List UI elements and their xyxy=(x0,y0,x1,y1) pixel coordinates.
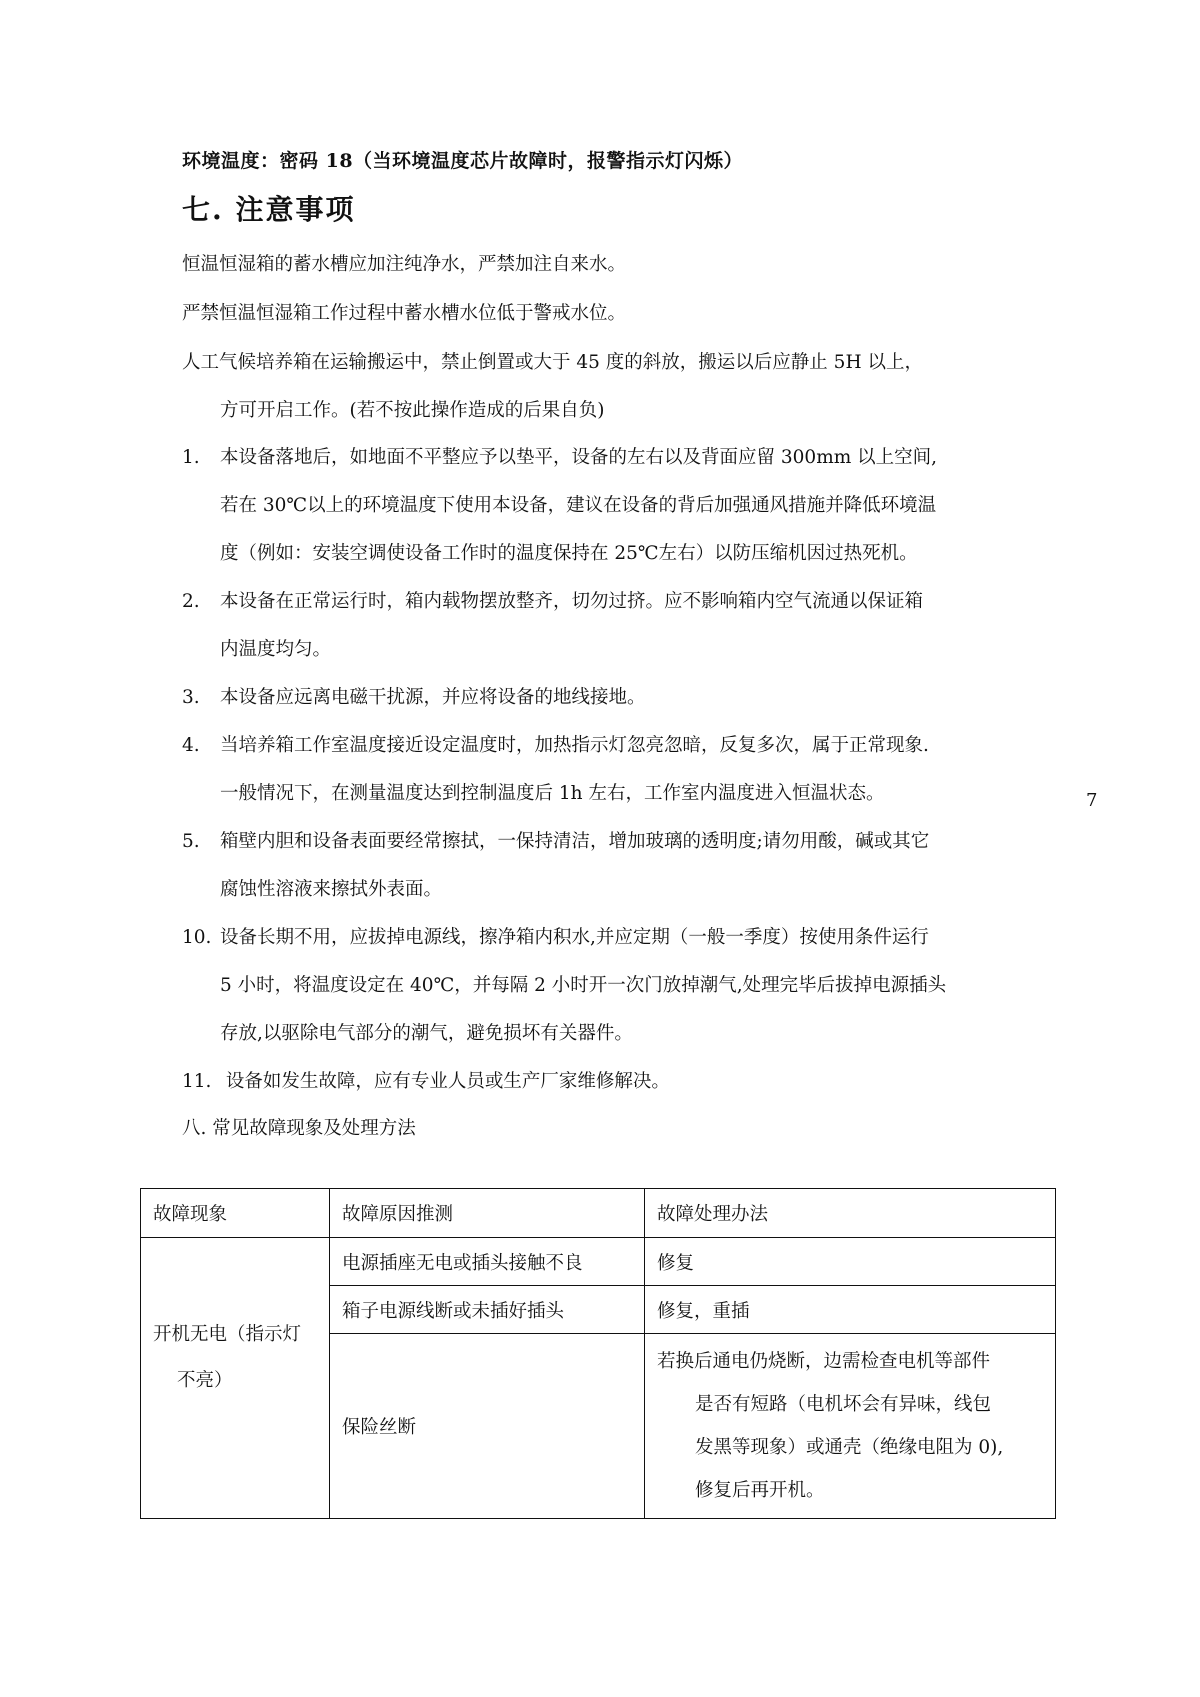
symptom-line: 开机无电（指示灯 xyxy=(153,1324,302,1345)
item-text: 当培养箱工作室温度接近设定温度时，加热指示灯忽亮忽暗，反复多次，属于正常现象. xyxy=(220,735,929,756)
item-number: 2. xyxy=(182,591,200,612)
item-text: 设备长期不用，应拔掉电源线，擦净箱内积水,并应定期（一般一季度）按使用条件运行 xyxy=(220,927,929,948)
cause-cell: 电源插座无电或插头接触不良 xyxy=(342,1252,583,1274)
item-continuation: 一般情况下，在测量温度达到控制温度后 1h 左右，工作室内温度进入恒温状态。 xyxy=(220,783,885,804)
item-number: 1. xyxy=(182,447,200,468)
item-continuation: 若在 30℃以上的环境温度下使用本设备，建议在设备的背后加强通风措施并降低环境温 xyxy=(220,495,937,516)
symptom-line: 不亮） xyxy=(177,1370,233,1391)
intro-line: 方可开启工作。(若不按此操作造成的后果自负) xyxy=(220,400,605,421)
item-number: 10. xyxy=(182,927,212,948)
header-symptom: 故障现象 xyxy=(153,1204,228,1225)
table-row xyxy=(141,1238,1056,1286)
fault-table xyxy=(140,1188,1056,1519)
list-item-5 xyxy=(182,830,929,854)
item-text: 本设备在正常运行时，箱内载物摆放整齐，切勿过挤。应不影响箱内空气流通以保证箱 xyxy=(220,591,924,612)
table-header-row xyxy=(141,1189,1056,1238)
header-cause: 故障原因推测 xyxy=(342,1204,454,1225)
item-continuation: 5 小时，将温度设定在 40℃，并每隔 2 小时开一次门放掉潮气,处理完毕后拔掉电源插头 xyxy=(220,975,947,996)
solution-line: 若换后通电仍烧断，边需检查电机等部件 xyxy=(657,1351,991,1372)
solution-cell: 修复 xyxy=(657,1252,695,1274)
list-item-2 xyxy=(182,590,923,614)
intro-line: 严禁恒温恒湿箱工作过程中蓄水槽水位低于警戒水位。 xyxy=(182,303,627,324)
intro-line: 恒温恒湿箱的蓄水槽应加注纯净水，严禁加注自来水。 xyxy=(182,254,627,275)
solution-line: 修复后再开机。 xyxy=(695,1480,825,1501)
item-number: 11. xyxy=(182,1071,212,1092)
item-text: 设备如发生故障，应有专业人员或生产厂家维修解决。 xyxy=(220,1071,670,1092)
solution-cell xyxy=(645,1340,1055,1512)
list-item-10 xyxy=(182,926,929,950)
cause-cell: 保险丝断 xyxy=(342,1417,417,1438)
header-solution: 故障处理办法 xyxy=(657,1204,769,1225)
list-item-4 xyxy=(182,734,929,758)
symptom-cell xyxy=(141,1312,329,1444)
section-title-precautions: 七. 注意事项 xyxy=(182,193,356,226)
item-continuation: 度（例如：安装空调使设备工作时的温度保持在 25℃左右）以防压缩机因过热死机。 xyxy=(220,543,918,564)
item-number: 4. xyxy=(182,735,200,756)
solution-line: 发黑等现象）或通壳（绝缘电阻为 0), xyxy=(695,1437,1004,1458)
page-number: 7 xyxy=(1086,790,1098,811)
item-continuation: 腐蚀性溶液来擦拭外表面。 xyxy=(220,879,443,900)
item-text: 本设备落地后，如地面不平整应予以垫平，设备的左右以及背面应留 300mm 以上空间, xyxy=(220,447,938,468)
item-text: 本设备应远离电磁干扰源，并应将设备的地线接地。 xyxy=(220,687,646,708)
item-continuation: 内温度均匀。 xyxy=(220,639,332,660)
item-number: 5. xyxy=(182,831,200,852)
item-number: 3. xyxy=(182,687,200,708)
ambient-temperature-note: 环境温度：密码 18（当环境温度芯片故障时，报警指示灯闪烁） xyxy=(182,150,744,172)
list-item-3 xyxy=(182,686,646,710)
list-item-11 xyxy=(182,1070,670,1094)
item-continuation: 存放,以驱除电气部分的潮气，避免损坏有关器件。 xyxy=(220,1023,633,1044)
cause-cell: 箱子电源线断或未插好插头 xyxy=(342,1300,565,1322)
section-title-common-faults: 八. 常见故障现象及处理方法 xyxy=(182,1118,416,1139)
list-item-1 xyxy=(182,446,937,470)
intro-line: 人工气候培养箱在运输搬运中，禁止倒置或大于 45 度的斜放，搬运以后应静止 5H 以上， xyxy=(182,352,923,373)
solution-line: 是否有短路（电机坏会有异味，线包 xyxy=(695,1394,992,1415)
solution-cell: 修复，重插 xyxy=(657,1300,750,1322)
item-text: 箱壁内胆和设备表面要经常擦拭，一保持清洁，增加玻璃的透明度;请勿用酸，碱或其它 xyxy=(220,831,930,852)
